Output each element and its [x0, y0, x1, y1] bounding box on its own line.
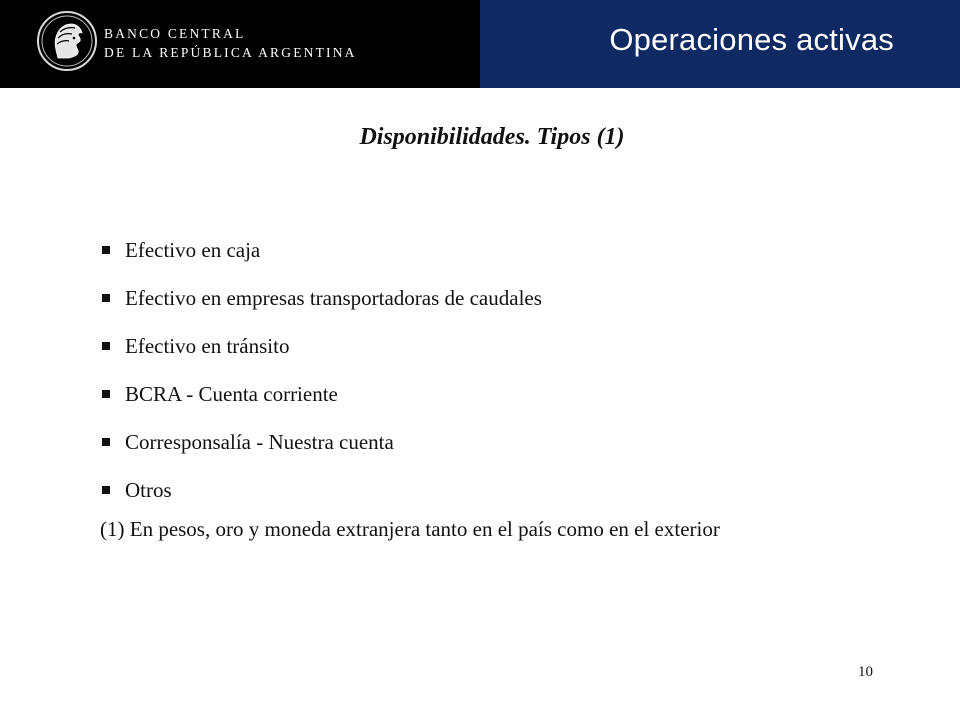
bank-name-line1: BANCO CENTRAL	[104, 26, 246, 41]
page-title: Disponibilidades. Tipos (1)	[359, 124, 625, 150]
square-bullet-icon	[102, 390, 110, 398]
list-item	[100, 322, 542, 370]
list-item-text: Efectivo en tránsito	[125, 333, 290, 358]
square-bullet-icon	[102, 342, 110, 350]
list-item-text: Efectivo en empresas transportadoras de caudales	[125, 285, 542, 310]
header-title-area	[480, 0, 960, 88]
header-bar	[0, 0, 960, 88]
list-item	[100, 466, 542, 514]
bank-name-line2: DE LA REPÚBLICA ARGENTINA	[104, 45, 357, 60]
square-bullet-icon	[102, 438, 110, 446]
list-item	[100, 274, 542, 322]
list-item	[100, 226, 542, 274]
list-item-text: BCRA - Cuenta corriente	[125, 381, 338, 406]
central-bank-seal-icon	[36, 10, 98, 72]
list-item-text: Corresponsalía - Nuestra cuenta	[125, 429, 394, 454]
square-bullet-icon	[102, 294, 110, 302]
list-item	[100, 370, 542, 418]
section-title: Operaciones activas	[609, 22, 894, 57]
list-item-text: Otros	[125, 477, 172, 502]
header-logo-area	[0, 0, 480, 88]
list-item-text: Efectivo en caja	[125, 237, 261, 262]
page-number: 10	[858, 664, 873, 680]
footnote: (1) En pesos, oro y moneda extranjera tanto en el país como en el exterior	[100, 517, 720, 541]
square-bullet-icon	[102, 486, 110, 494]
bank-name	[104, 24, 357, 62]
square-bullet-icon	[102, 246, 110, 254]
list-item	[100, 418, 542, 466]
bullet-list	[100, 226, 542, 514]
